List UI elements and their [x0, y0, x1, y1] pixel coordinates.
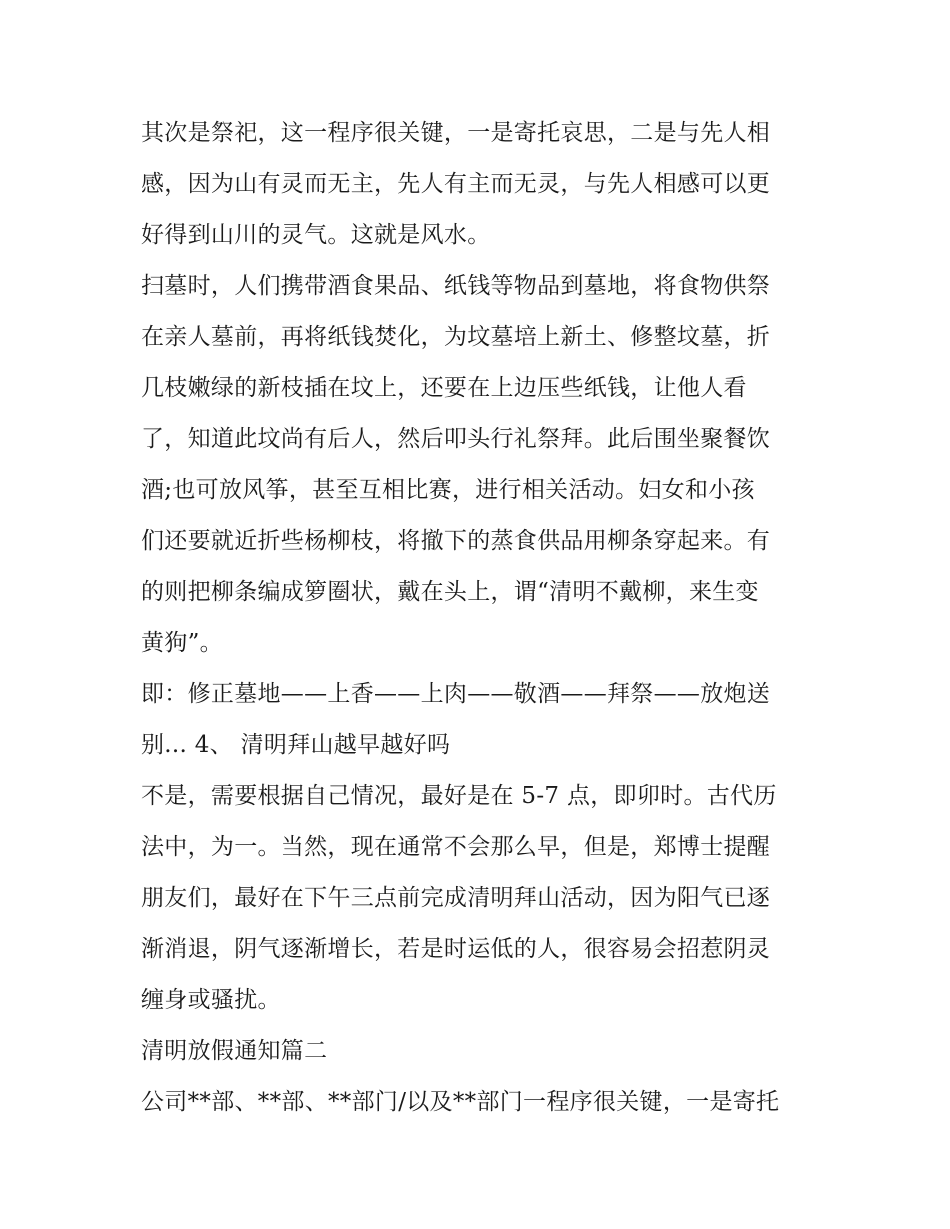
paragraph: [141, 261, 816, 669]
text-line: 不是，需要根据自己情况，最好是在 5-7 点，即卯时。古代历: [141, 783, 777, 809]
paragraph: [141, 108, 816, 261]
text-line: 好得到山川的灵气。这就是风水。: [141, 222, 491, 248]
heading-line: 清明放假通知篇二: [141, 1038, 328, 1064]
text-line: 其次是祭祀，这一程序很关键，一是寄托哀思，二是与先人相: [141, 120, 771, 146]
text-line: 渐消退，阴气逐渐增长，若是时运低的人，很容易会招惹阴灵: [141, 936, 771, 962]
document-page: [141, 108, 816, 1128]
text-line: 扫墓时，人们携带酒食果品、纸钱等物品到墓地，将食物供祭: [141, 273, 771, 299]
text-line: 黄狗”。: [141, 630, 223, 656]
text-line: 法中，为一。当然，现在通常不会那么早，但是，郑博士提醒: [141, 834, 771, 860]
paragraph: [141, 1077, 816, 1128]
paragraph: [141, 771, 816, 1026]
text-line: 缠身或骚扰。: [141, 987, 281, 1013]
text-line: 酒;也可放风筝，甚至互相比赛，进行相关活动。妇女和小孩: [141, 477, 755, 503]
paragraph: [141, 669, 816, 771]
section-heading: [141, 1026, 816, 1077]
text-line: 几枝嫩绿的新枝插在坟上，还要在上边压些纸钱，让他人看: [141, 375, 747, 401]
text-line: 朋友们，最好在下午三点前完成清明拜山活动，因为阳气已逐: [141, 885, 771, 911]
text-line: 在亲人墓前，再将纸钱焚化，为坟墓培上新土、修整坟墓，折: [141, 324, 771, 350]
text-line: 了，知道此坟尚有后人，然后叩头行礼祭拜。此后围坐聚餐饮: [141, 426, 771, 452]
text-line: 感，因为山有灵而无主，先人有主而无灵，与先人相感可以更: [141, 171, 771, 197]
text-line: 公司**部、**部、**部门/以及**部门一程序很关键，一是寄托: [141, 1089, 780, 1115]
text-line: 们还要就近折些杨柳枝，将撤下的蒸食供品用柳条穿起来。有: [141, 528, 771, 554]
text-line: 的则把柳条编成箩圈状，戴在头上，谓“清明不戴柳，来生变: [141, 579, 759, 605]
text-line: 别... 4、 清明拜山越早越好吗: [141, 732, 451, 758]
text-line: 即：修正墓地——上香——上肉——敬酒——拜祭——放炮送: [141, 681, 771, 707]
